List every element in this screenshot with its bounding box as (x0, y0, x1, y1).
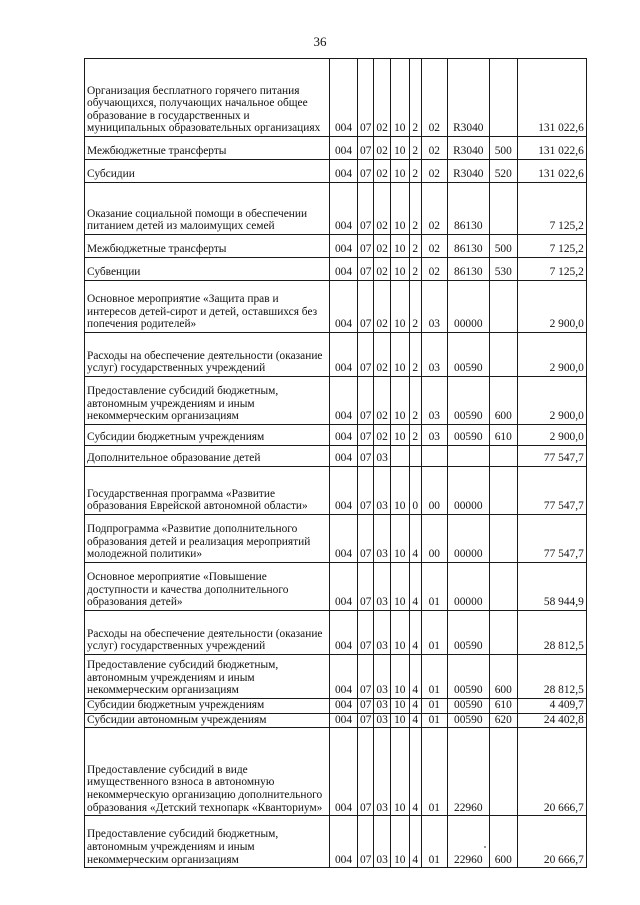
row-program-code: 10 (390, 713, 409, 728)
row-direction-code: 22960 (447, 816, 489, 868)
row-expense-type-code (489, 611, 517, 655)
row-program-code (390, 446, 409, 467)
row-expense-type-code: 500 (489, 235, 517, 258)
row-subsection-code: 03 (374, 563, 390, 611)
row-ministry-code: 004 (330, 728, 358, 816)
row-ministry-code: 004 (330, 611, 358, 655)
row-ministry-code: 004 (330, 713, 358, 728)
row-expense-type-code: 620 (489, 713, 517, 728)
row-expense-type-code: 610 (489, 425, 517, 446)
row-name: Межбюджетные трансферты (85, 137, 330, 160)
row-name: Организация бесплатного горячего питания обучающихся, получающих начальное общее образование в государственных и муниципальных образовательных организациях (85, 59, 330, 137)
row-section-code: 07 (358, 816, 374, 868)
row-section-code: 07 (358, 258, 374, 281)
row-event-code: 01 (421, 816, 447, 868)
row-ministry-code: 004 (330, 563, 358, 611)
row-direction-code: R3040 (447, 160, 489, 183)
row-expense-type-code (489, 563, 517, 611)
row-program-code: 10 (390, 425, 409, 446)
table-row (85, 160, 587, 183)
row-expense-type-code: 520 (489, 160, 517, 183)
row-subprogram-code: 2 (409, 377, 421, 425)
row-program-code: 10 (390, 563, 409, 611)
row-section-code: 07 (358, 183, 374, 235)
table-row (85, 515, 587, 563)
row-event-code: 01 (421, 655, 447, 699)
table-row (85, 699, 587, 714)
row-expense-type-code (489, 183, 517, 235)
row-subsection-code: 03 (374, 446, 390, 467)
row-event-code: 01 (421, 728, 447, 816)
row-section-code: 07 (358, 467, 374, 515)
table-row (85, 446, 587, 467)
row-subprogram-code: 2 (409, 137, 421, 160)
row-ministry-code: 004 (330, 467, 358, 515)
row-expense-type-code (489, 446, 517, 467)
row-program-code: 10 (390, 258, 409, 281)
row-direction-code: 86130 (447, 258, 489, 281)
row-direction-code: 00000 (447, 563, 489, 611)
row-subsection-code: 02 (374, 235, 390, 258)
row-subprogram-code: 2 (409, 235, 421, 258)
row-name: Субсидии автономным учреждениям (85, 713, 330, 728)
row-name: Государственная программа «Развитие образования Еврейской автономной области» (85, 467, 330, 515)
row-program-code: 10 (390, 467, 409, 515)
row-ministry-code: 004 (330, 333, 358, 377)
budget-table (84, 58, 587, 868)
row-section-code: 07 (358, 699, 374, 714)
row-amount: 77 547,7 (517, 467, 586, 515)
row-expense-type-code: 600 (489, 377, 517, 425)
row-section-code: 07 (358, 611, 374, 655)
table-row (85, 281, 587, 333)
row-ministry-code: 004 (330, 160, 358, 183)
row-amount: 58 944,9 (517, 563, 586, 611)
row-amount: 7 125,2 (517, 183, 586, 235)
table-row (85, 59, 587, 137)
row-section-code: 07 (358, 515, 374, 563)
row-program-code: 10 (390, 160, 409, 183)
row-expense-type-code: 600 (489, 816, 517, 868)
row-subprogram-code: 4 (409, 816, 421, 868)
row-ministry-code: 004 (330, 699, 358, 714)
row-direction-code: 00590 (447, 377, 489, 425)
row-expense-type-code (489, 467, 517, 515)
row-direction-code: 00000 (447, 281, 489, 333)
row-section-code: 07 (358, 563, 374, 611)
row-amount: 77 547,7 (517, 446, 586, 467)
row-subsection-code: 03 (374, 816, 390, 868)
row-name: Подпрограмма «Развитие дополнительного образования детей и реализация мероприятий молодежной политики» (85, 515, 330, 563)
table-row (85, 563, 587, 611)
row-ministry-code: 004 (330, 281, 358, 333)
table-row (85, 333, 587, 377)
row-event-code (421, 446, 447, 467)
row-ministry-code: 004 (330, 137, 358, 160)
row-event-code: 03 (421, 333, 447, 377)
row-expense-type-code (489, 59, 517, 137)
row-section-code: 07 (358, 713, 374, 728)
row-expense-type-code: 610 (489, 699, 517, 714)
row-name: Предоставление субсидий бюджетным, автономным учреждениям и иным некоммерческим организациям (85, 655, 330, 699)
row-program-code: 10 (390, 728, 409, 816)
row-ministry-code: 004 (330, 235, 358, 258)
table-row (85, 655, 587, 699)
row-program-code: 10 (390, 377, 409, 425)
row-section-code: 07 (358, 655, 374, 699)
row-direction-code: 00000 (447, 515, 489, 563)
row-event-code: 01 (421, 713, 447, 728)
row-direction-code: 00590 (447, 611, 489, 655)
row-amount: 24 402,8 (517, 713, 586, 728)
row-subprogram-code: 4 (409, 655, 421, 699)
row-event-code: 01 (421, 563, 447, 611)
row-name: Основное мероприятие «Защита прав и интересов детей-сирот и детей, оставшихся без попечения родителей» (85, 281, 330, 333)
row-subsection-code: 02 (374, 183, 390, 235)
row-direction-code (447, 446, 489, 467)
row-section-code: 07 (358, 425, 374, 446)
row-event-code: 02 (421, 183, 447, 235)
row-subsection-code: 02 (374, 137, 390, 160)
row-amount: 77 547,7 (517, 515, 586, 563)
row-subsection-code: 03 (374, 655, 390, 699)
row-ministry-code: 004 (330, 816, 358, 868)
table-row (85, 467, 587, 515)
row-program-code: 10 (390, 183, 409, 235)
row-subprogram-code (409, 446, 421, 467)
row-subprogram-code: 4 (409, 713, 421, 728)
row-amount: 28 812,5 (517, 655, 586, 699)
row-direction-code: R3040 (447, 59, 489, 137)
table-row (85, 713, 587, 728)
row-subsection-code: 02 (374, 377, 390, 425)
row-amount: 131 022,6 (517, 160, 586, 183)
row-subsection-code: 02 (374, 258, 390, 281)
row-amount: 7 125,2 (517, 235, 586, 258)
row-ministry-code: 004 (330, 258, 358, 281)
row-subsection-code: 02 (374, 281, 390, 333)
row-program-code: 10 (390, 235, 409, 258)
row-program-code: 10 (390, 137, 409, 160)
row-subprogram-code: 2 (409, 183, 421, 235)
row-ministry-code: 004 (330, 377, 358, 425)
row-expense-type-code (489, 333, 517, 377)
row-name: Оказание социальной помощи в обеспечении питанием детей из малоимущих семей (85, 183, 330, 235)
row-program-code: 10 (390, 611, 409, 655)
row-event-code: 03 (421, 425, 447, 446)
row-direction-code: R3040 (447, 137, 489, 160)
row-program-code: 10 (390, 59, 409, 137)
table-body (85, 59, 587, 868)
row-subsection-code: 03 (374, 515, 390, 563)
row-amount: 2 900,0 (517, 281, 586, 333)
row-subprogram-code: 2 (409, 425, 421, 446)
row-direction-code: 00590 (447, 713, 489, 728)
row-subsection-code: 03 (374, 611, 390, 655)
row-expense-type-code: 530 (489, 258, 517, 281)
row-program-code: 10 (390, 699, 409, 714)
row-name: Расходы на обеспечение деятельности (оказание услуг) государственных учреждений (85, 333, 330, 377)
table-row (85, 258, 587, 281)
row-name: Субсидии бюджетным учреждениям (85, 699, 330, 714)
table-row (85, 183, 587, 235)
row-name: Предоставление субсидий бюджетным, автономным учреждениям и иным некоммерческим организациям (85, 377, 330, 425)
row-amount: 131 022,6 (517, 59, 586, 137)
row-program-code: 10 (390, 333, 409, 377)
row-program-code: 10 (390, 816, 409, 868)
row-event-code: 02 (421, 137, 447, 160)
row-name: Основное мероприятие «Повышение доступности и качества дополнительного образования детей» (85, 563, 330, 611)
row-subprogram-code: 4 (409, 611, 421, 655)
row-amount: 131 022,6 (517, 137, 586, 160)
row-event-code: 03 (421, 281, 447, 333)
row-direction-code: 86130 (447, 183, 489, 235)
row-expense-type-code (489, 515, 517, 563)
row-direction-code: 00000 (447, 467, 489, 515)
row-ministry-code: 004 (330, 655, 358, 699)
row-program-code: 10 (390, 655, 409, 699)
row-amount: 20 666,7 (517, 728, 586, 816)
row-ministry-code: 004 (330, 425, 358, 446)
row-event-code: 02 (421, 59, 447, 137)
row-subprogram-code: 2 (409, 160, 421, 183)
table-row (85, 137, 587, 160)
row-event-code: 02 (421, 258, 447, 281)
row-subsection-code: 03 (374, 713, 390, 728)
row-subprogram-code: 4 (409, 515, 421, 563)
row-name: Предоставление субсидий в виде имущественного взноса в автономную некоммерческую организацию дополнительного образования «Детский технопарк «Кванториум» (85, 728, 330, 816)
row-subsection-code: 03 (374, 467, 390, 515)
row-subprogram-code: 0 (409, 467, 421, 515)
page-number: 36 (313, 34, 327, 49)
row-section-code: 07 (358, 235, 374, 258)
row-subprogram-code: 2 (409, 333, 421, 377)
table-row (85, 816, 587, 868)
row-section-code: 07 (358, 137, 374, 160)
row-subprogram-code: 4 (409, 699, 421, 714)
row-direction-code: 00590 (447, 425, 489, 446)
row-event-code: 00 (421, 467, 447, 515)
row-name: Субсидии (85, 160, 330, 183)
row-section-code: 07 (358, 728, 374, 816)
row-amount: 2 900,0 (517, 377, 586, 425)
row-name: Субвенции (85, 258, 330, 281)
row-program-code: 10 (390, 281, 409, 333)
row-event-code: 02 (421, 235, 447, 258)
row-ministry-code: 004 (330, 446, 358, 467)
row-event-code: 01 (421, 611, 447, 655)
row-direction-code: 00590 (447, 655, 489, 699)
row-section-code: 07 (358, 333, 374, 377)
row-name: Расходы на обеспечение деятельности (оказание услуг) государственных учреждений (85, 611, 330, 655)
row-expense-type-code (489, 728, 517, 816)
row-subprogram-code: 2 (409, 59, 421, 137)
table-row (85, 235, 587, 258)
row-amount: 20 666,7 (517, 816, 586, 868)
row-subsection-code: 02 (374, 333, 390, 377)
row-direction-code: 86130 (447, 235, 489, 258)
row-name: Дополнительное образование детей (85, 446, 330, 467)
row-ministry-code: 004 (330, 183, 358, 235)
row-direction-code: 00590 (447, 699, 489, 714)
row-subprogram-code: 2 (409, 258, 421, 281)
row-amount: 2 900,0 (517, 333, 586, 377)
row-amount: 2 900,0 (517, 425, 586, 446)
row-ministry-code: 004 (330, 59, 358, 137)
row-ministry-code: 004 (330, 515, 358, 563)
row-expense-type-code: 500 (489, 137, 517, 160)
row-section-code: 07 (358, 160, 374, 183)
row-section-code: 07 (358, 446, 374, 467)
row-subsection-code: 02 (374, 425, 390, 446)
row-event-code: 03 (421, 377, 447, 425)
row-subprogram-code: 4 (409, 728, 421, 816)
row-event-code: 00 (421, 515, 447, 563)
row-amount: 4 409,7 (517, 699, 586, 714)
row-subprogram-code: 2 (409, 281, 421, 333)
row-section-code: 07 (358, 377, 374, 425)
row-section-code: 07 (358, 281, 374, 333)
row-name: Субсидии бюджетным учреждениям (85, 425, 330, 446)
table-row (85, 425, 587, 446)
row-subsection-code: 03 (374, 728, 390, 816)
row-amount: 7 125,2 (517, 258, 586, 281)
row-amount: 28 812,5 (517, 611, 586, 655)
row-subsection-code: 02 (374, 59, 390, 137)
row-direction-code: 22960 (447, 728, 489, 816)
row-event-code: 01 (421, 699, 447, 714)
row-program-code: 10 (390, 515, 409, 563)
row-name: Межбюджетные трансферты (85, 235, 330, 258)
row-expense-type-code (489, 281, 517, 333)
row-direction-code: 00590 (447, 333, 489, 377)
row-event-code: 02 (421, 160, 447, 183)
row-expense-type-code: 600 (489, 655, 517, 699)
row-name: Предоставление субсидий бюджетным, автономным учреждениям и иным некоммерческим организациям (85, 816, 330, 868)
row-subsection-code: 03 (374, 699, 390, 714)
table-row (85, 611, 587, 655)
row-subsection-code: 02 (374, 160, 390, 183)
row-subprogram-code: 4 (409, 563, 421, 611)
table-row (85, 377, 587, 425)
table-row (85, 728, 587, 816)
row-section-code: 07 (358, 59, 374, 137)
stray-mark (484, 846, 486, 848)
